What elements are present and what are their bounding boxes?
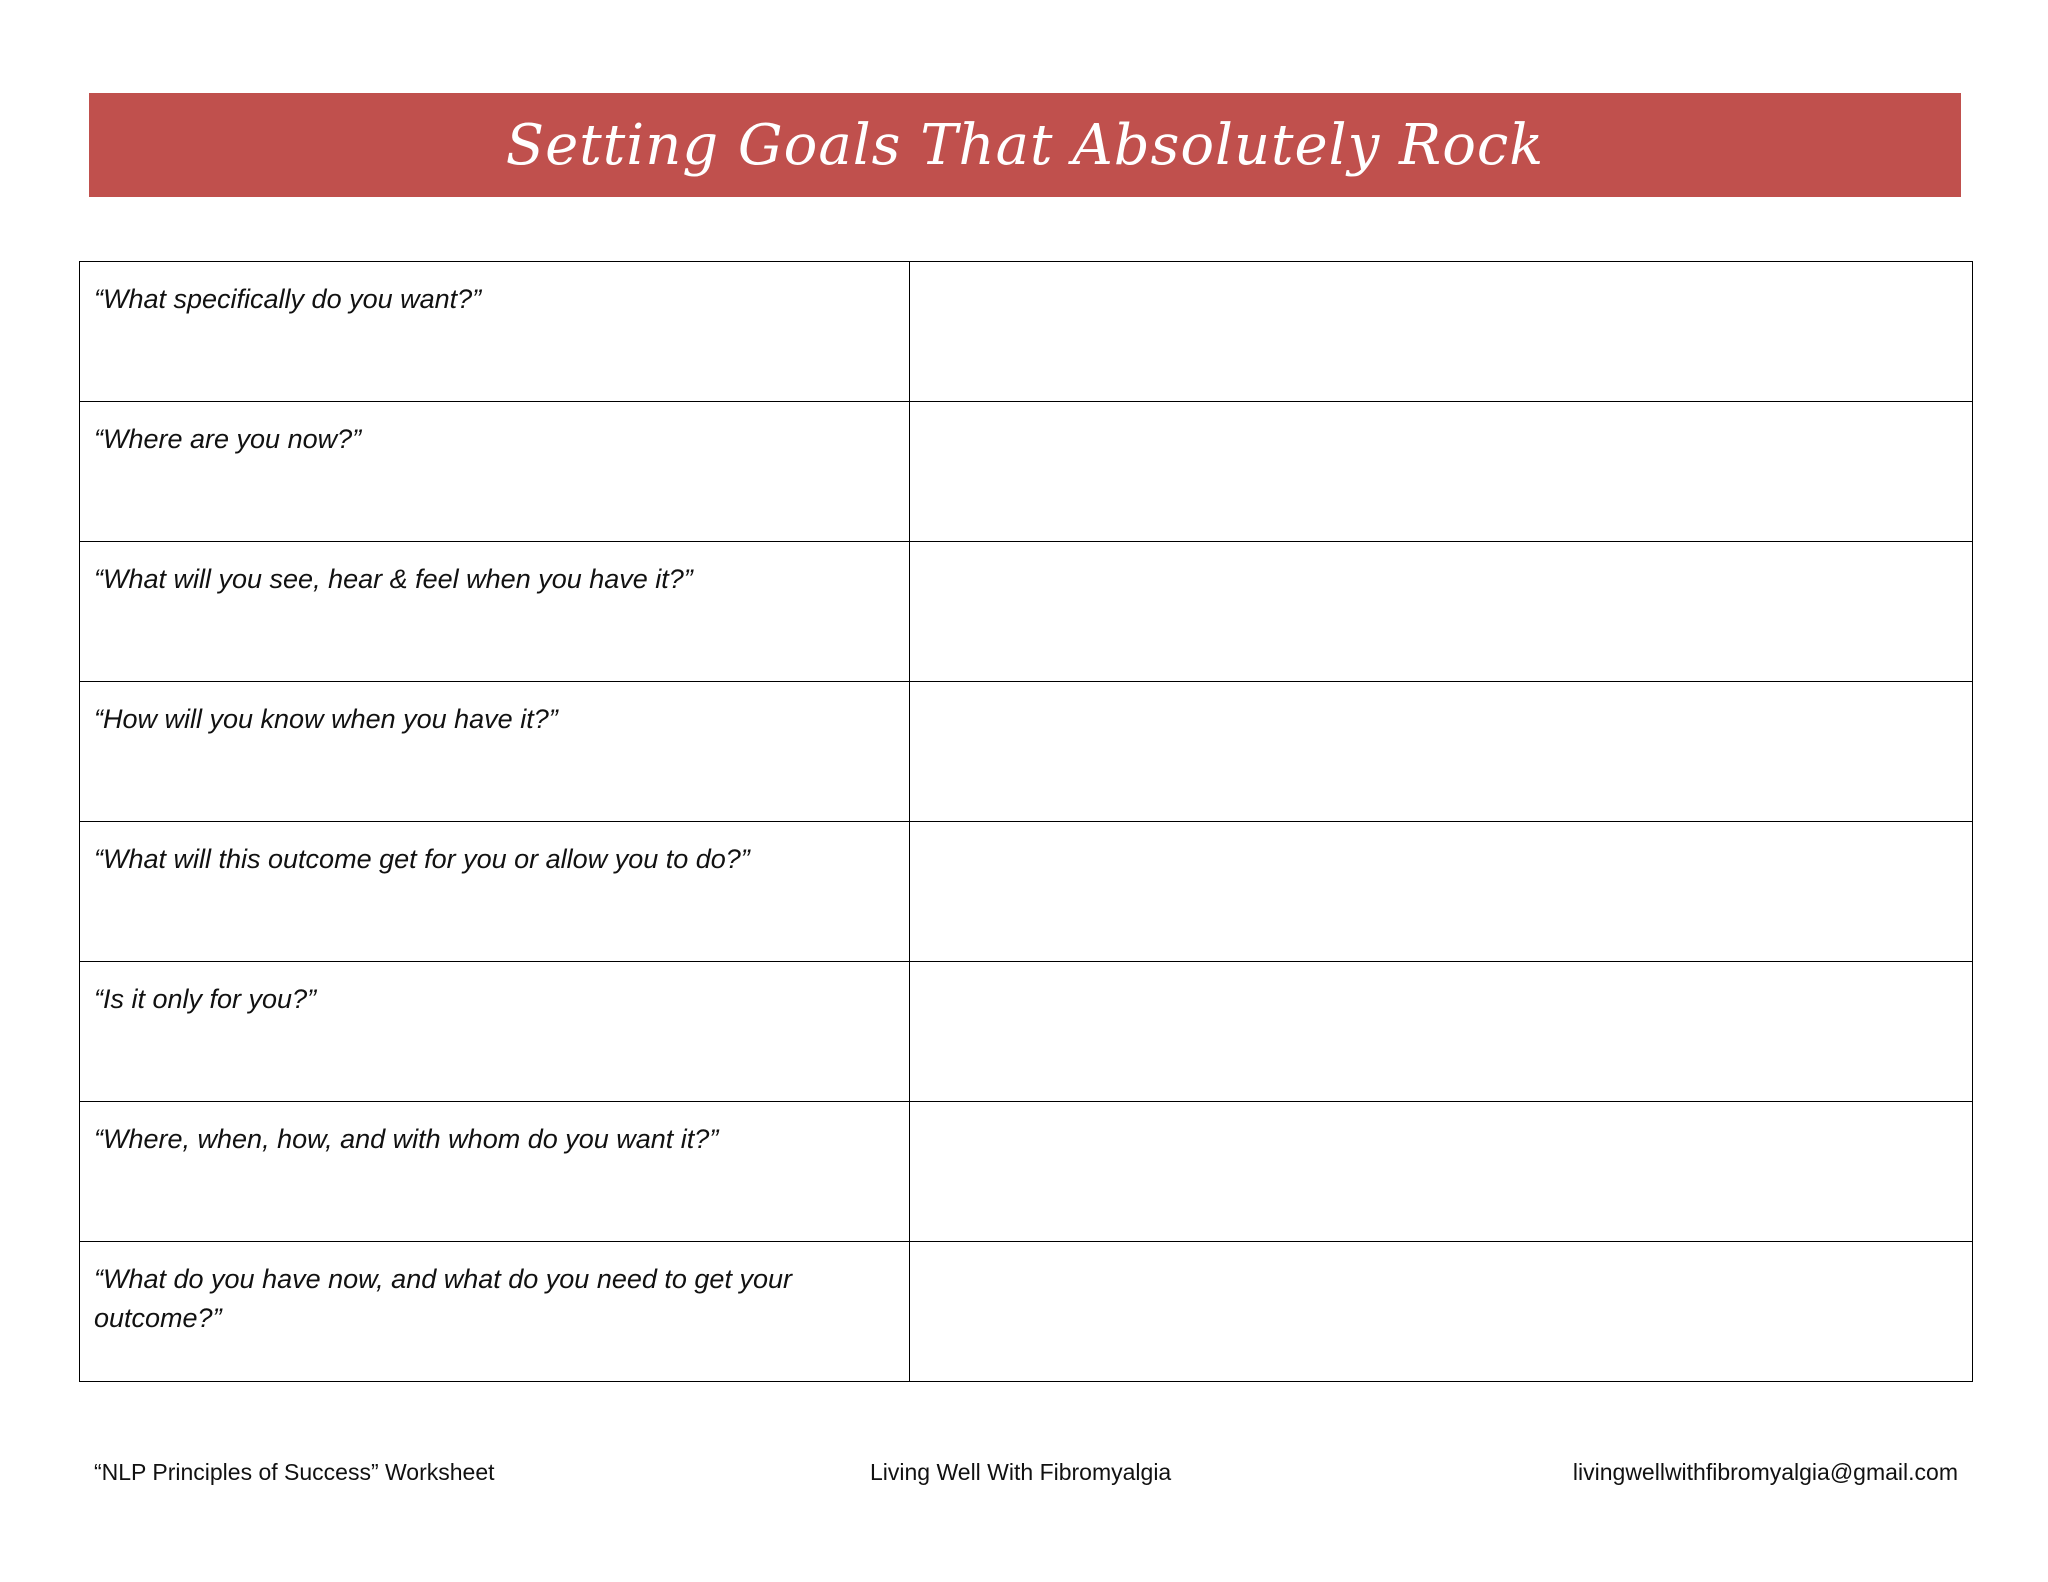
table-row	[80, 822, 1973, 962]
table-row	[80, 262, 1973, 402]
answer-cell[interactable]	[910, 962, 1973, 1102]
question-cell	[80, 1242, 910, 1382]
question-text: “Where are you now?”	[94, 424, 362, 454]
footer-worksheet-name: “NLP Principles of Success” Worksheet	[94, 1459, 495, 1485]
question-text: “What will you see, hear & feel when you have it?”	[94, 564, 693, 594]
question-cell	[80, 262, 910, 402]
table-row	[80, 1102, 1973, 1242]
answer-cell[interactable]	[910, 1242, 1973, 1382]
answer-cell[interactable]	[910, 402, 1973, 542]
answer-cell[interactable]	[910, 682, 1973, 822]
question-cell	[80, 962, 910, 1102]
question-cell	[80, 402, 910, 542]
table-row	[80, 682, 1973, 822]
table-row	[80, 402, 1973, 542]
question-text: “How will you know when you have it?”	[94, 704, 558, 734]
page-title: Setting Goals That Absolutely Rock	[505, 112, 1545, 178]
title-banner	[89, 93, 1961, 197]
answer-cell[interactable]	[910, 262, 1973, 402]
worksheet-table	[79, 261, 1973, 1382]
answer-cell[interactable]	[910, 542, 1973, 682]
question-text: “Is it only for you?”	[94, 984, 317, 1014]
question-text: “Where, when, how, and with whom do you want it?”	[94, 1124, 719, 1154]
table-row	[80, 542, 1973, 682]
question-cell	[80, 822, 910, 962]
question-cell	[80, 542, 910, 682]
question-cell	[80, 1102, 910, 1242]
footer-site-name: Living Well With Fibromyalgia	[870, 1459, 1172, 1485]
question-text: “What do you have now, and what do you need to get your outcome?”	[94, 1264, 792, 1333]
footer-email: livingwellwithfibromyalgia@gmail.com	[1572, 1459, 1958, 1485]
table-row	[80, 1242, 1973, 1382]
answer-cell[interactable]	[910, 822, 1973, 962]
question-cell	[80, 682, 910, 822]
question-text: “What will this outcome get for you or allow you to do?”	[94, 844, 750, 874]
table-row	[80, 962, 1973, 1102]
answer-cell[interactable]	[910, 1102, 1973, 1242]
question-text: “What specifically do you want?”	[94, 284, 482, 314]
